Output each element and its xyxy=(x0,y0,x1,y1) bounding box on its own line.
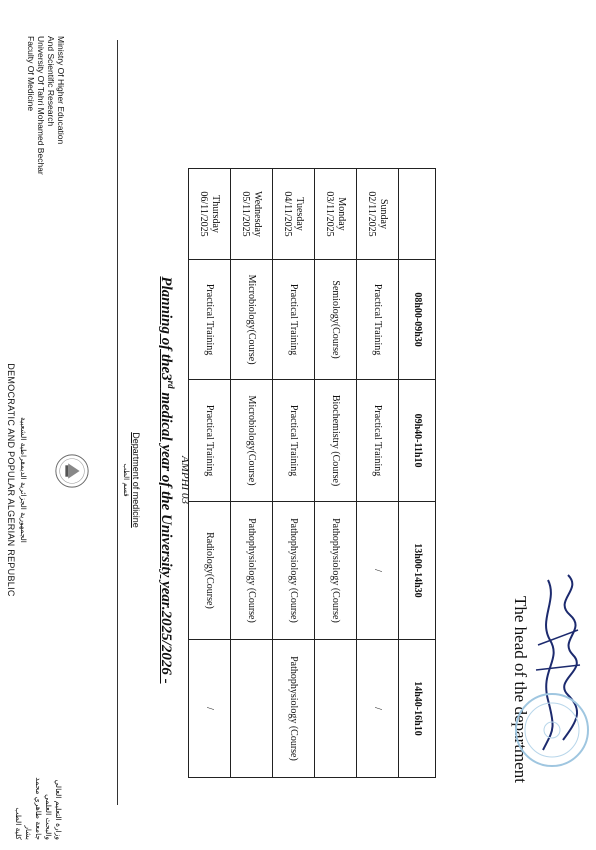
title-suffix: medical year of the University year.2025/2026 - xyxy=(158,388,174,684)
table-cell: Microbiology(Course) xyxy=(231,260,273,380)
republic-heading: DEMOCRATIC AND POPULAR ALGERIAN REPUBLIC xyxy=(6,363,16,597)
table-cell xyxy=(315,639,357,777)
ministry-line: Faculty Of Medicine xyxy=(26,36,36,112)
head-of-department-label: The head of the department xyxy=(511,596,530,783)
day-date: 06/11/2025 xyxy=(198,191,210,237)
page-subtitle: AMPHI 03 xyxy=(179,456,191,504)
table-cell: / xyxy=(189,639,231,777)
day-date: 04/11/2025 xyxy=(282,191,294,237)
day-name: Sunday xyxy=(378,199,390,229)
ministry-block xyxy=(26,36,66,175)
table-cell xyxy=(231,639,273,777)
arabic-ministry-block xyxy=(13,770,63,840)
schedule-table xyxy=(188,168,436,778)
table-header-cell: 14h40-16h10 xyxy=(399,639,436,777)
day-name: Wednesday xyxy=(252,191,264,237)
table-row xyxy=(231,169,273,778)
table-cell: Practical Training xyxy=(357,260,399,380)
day-name: Monday xyxy=(336,197,348,231)
header-divider xyxy=(117,40,118,805)
table-cell: Practical Training xyxy=(357,380,399,502)
table-header-cell: 13h00-14h30 xyxy=(399,501,436,639)
page-title xyxy=(157,130,176,830)
arabic-line: وزارة التعليم العالي والبحث العلمي xyxy=(44,779,63,840)
ministry-line: Ministry Of Higher Education xyxy=(56,36,66,145)
department-stamp-icon xyxy=(512,690,592,770)
table-cell: Pathophysiology (Course) xyxy=(231,501,273,639)
table-cell: Semiology(Course) xyxy=(315,260,357,380)
day-cell xyxy=(231,169,273,260)
table-header-row xyxy=(399,169,436,778)
table-row xyxy=(189,169,231,778)
table-header-cell: 09h40-11h10 xyxy=(399,380,436,502)
day-name: Tuesday xyxy=(294,197,306,231)
table-cell: Radiology(Course) xyxy=(189,501,231,639)
table-cell: / xyxy=(357,501,399,639)
ministry-line: And Scientific Research xyxy=(46,36,56,127)
arabic-republic-heading: الجمهورية الجزائرية الديمقراطية الشعبية xyxy=(19,417,28,543)
day-date: 03/11/2025 xyxy=(324,191,336,237)
table-cell: Pathophysiology (Course) xyxy=(273,639,315,777)
table-cell: Pathophysiology (Course) xyxy=(273,501,315,639)
table-cell: Practical Training xyxy=(189,260,231,380)
arabic-line: جامعة طاهري محمد بشار xyxy=(24,777,43,840)
title-prefix: Planning of the3 xyxy=(158,276,174,381)
title-superscript: rd xyxy=(166,380,176,389)
day-date: 02/11/2025 xyxy=(366,191,378,237)
day-date: 05/11/2025 xyxy=(240,191,252,237)
table-cell: Practical Training xyxy=(273,260,315,380)
table-row xyxy=(315,169,357,778)
department-label: Department of medicine xyxy=(131,432,141,528)
ministry-line: University Of Tahri Mohamed Bechar xyxy=(36,36,46,175)
table-cell: / xyxy=(357,639,399,777)
table-header-cell xyxy=(399,169,436,260)
table-cell: Biochemistry (Course) xyxy=(315,380,357,502)
day-name: Thursday xyxy=(210,195,222,233)
table-cell: Practical Training xyxy=(273,380,315,502)
day-cell xyxy=(189,169,231,260)
arabic-department-label: قسم الطب xyxy=(122,463,130,497)
table-row xyxy=(273,169,315,778)
day-cell xyxy=(315,169,357,260)
table-cell: Practical Training xyxy=(189,380,231,502)
university-logo-icon xyxy=(53,452,91,490)
table-row xyxy=(357,169,399,778)
day-cell xyxy=(357,169,399,260)
arabic-line: كلية الطب xyxy=(14,807,23,840)
table-cell: Microbiology(Course) xyxy=(231,380,273,502)
table-cell: Pathophysiology (Course) xyxy=(315,501,357,639)
table-header-cell: 08h00-09h30 xyxy=(399,260,436,380)
day-cell xyxy=(273,169,315,260)
